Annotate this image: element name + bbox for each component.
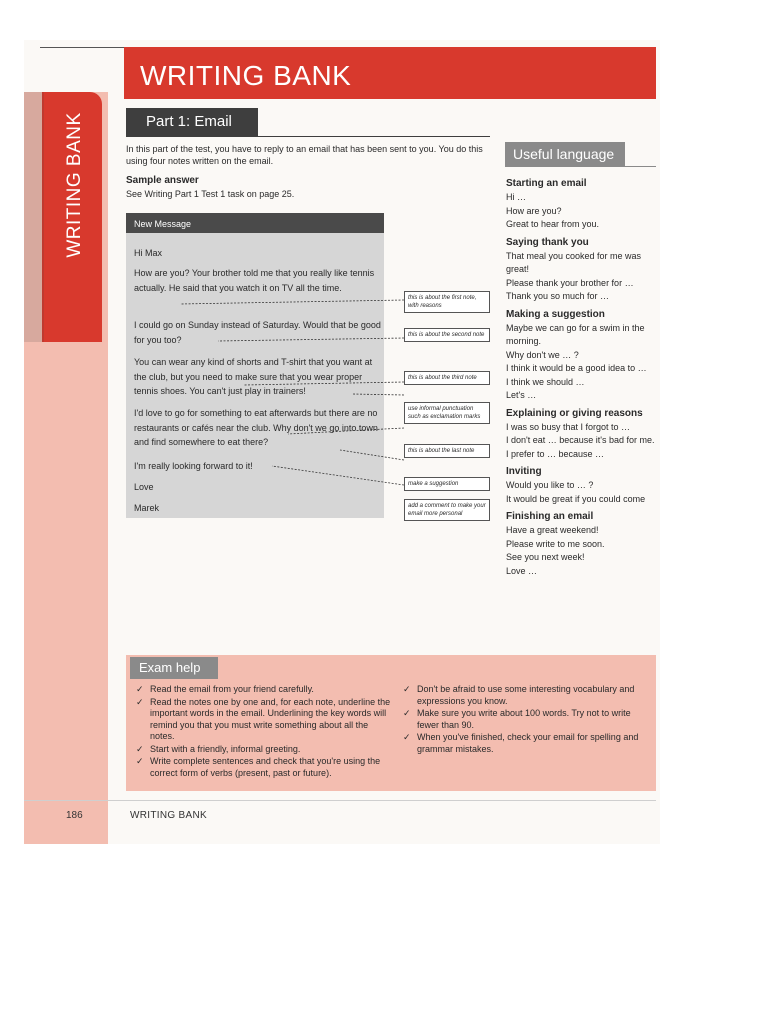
- phrase: Please write to me soon.: [506, 538, 605, 549]
- phrase: Have a great weekend!: [506, 525, 599, 535]
- section-title: Saying thank you: [506, 236, 589, 248]
- check-icon: ✓: [136, 743, 144, 754]
- tip-text: Write complete sentences and check that you're using the correct form of verbs (present, past or future).: [150, 756, 381, 778]
- phrase: Please thank your brother for …: [506, 277, 634, 288]
- phrase: How are you?: [506, 205, 562, 216]
- phrase: Why don't we … ?: [506, 349, 579, 360]
- email-title-bar: New Message: [126, 213, 384, 233]
- annotation-note: this is about the second note: [404, 328, 490, 342]
- annotation-arrow: [180, 300, 404, 304]
- email-paragraph: I could go on Sunday instead of Saturday. Would that be good for you too?: [134, 320, 381, 345]
- phrase: I don't eat … because it's bad for me.: [506, 435, 655, 445]
- annotation-arrow: [340, 450, 404, 460]
- check-icon: ✓: [403, 708, 411, 718]
- check-icon: ✓: [136, 684, 144, 694]
- annotation-note: use informal punctuation such as exclamation marks: [404, 402, 490, 424]
- sample-answer-heading: Sample answer: [126, 175, 199, 186]
- annotation-note: add a comment to make your email more personal: [404, 499, 490, 521]
- exam-help-right-column: [403, 684, 653, 756]
- annotation-note: this is about the first note, with reasons: [404, 291, 490, 313]
- tip-item: [403, 708, 653, 731]
- annotation-arrow: [352, 394, 404, 395]
- email-paragraph: I'd love to go for something to eat afterwards but there are no restaurants or cafés near the club. Why don't we go into town and find somewhere to eat there?: [134, 408, 378, 447]
- tip-item: [403, 684, 653, 707]
- phrase: Thank you so much for …: [506, 291, 610, 301]
- phrase: I think we should …: [506, 376, 585, 387]
- annotation-arrow: [288, 428, 404, 434]
- tip-text: Read the notes one by one and, for each note, underline the important words in the email. Underlining the key words will remind you that you must write something about all the notes.: [150, 696, 391, 741]
- phrase: I prefer to … because …: [506, 448, 605, 459]
- check-icon: ✓: [403, 732, 411, 742]
- tip-item: [136, 744, 392, 756]
- intro-text: In this part of the test, you have to reply to an email that has been sent to you. You do this using four notes written on the email.: [126, 144, 483, 166]
- footer-rule: [24, 800, 656, 801]
- phrase: Maybe we can go for a swim in the morning.: [506, 322, 645, 346]
- sample-answer-reference: See Writing Part 1 Test 1 task on page 25.: [126, 189, 295, 199]
- useful-language-list: [506, 173, 660, 578]
- section-title: Finishing an email: [506, 511, 594, 522]
- useful-language-heading: Useful language: [505, 142, 625, 166]
- check-icon: ✓: [136, 696, 144, 707]
- phrase: Love …: [506, 565, 538, 576]
- email-paragraph: I'm really looking forward to it!: [134, 461, 253, 471]
- page-number: 186: [66, 810, 83, 821]
- email-paragraph: You can wear any kind of shorts and T-shirt that you want at the club, but you need to make sure that you wear proper tennis shoes. You can't just play in trainers!: [134, 357, 373, 396]
- tip-item: [136, 684, 392, 696]
- tip-text: Read the email from your friend carefully.: [150, 684, 314, 694]
- tip-text: Don't be afraid to use some interesting vocabulary and expressions you know.: [417, 684, 635, 706]
- phrase: Hi …: [506, 192, 526, 202]
- phrase: That meal you cooked for me was great!: [506, 250, 642, 274]
- phrase: I think it would be a good idea to …: [506, 363, 647, 373]
- tip-item: [403, 732, 653, 755]
- phrase: Great to hear from you.: [506, 219, 600, 229]
- phrase: I was so busy that I forgot to …: [506, 421, 631, 432]
- phrase: Let's …: [506, 390, 537, 400]
- footer-label: WRITING BANK: [130, 810, 207, 821]
- useful-language-rule: [505, 166, 656, 167]
- email-paragraph: How are you? Your brother told me that you really like tennis actually. He said that you watch it on TV all the time.: [134, 268, 375, 293]
- annotation-note: make a suggestion: [404, 477, 490, 491]
- annotation-note: this is about the last note: [404, 444, 490, 458]
- exam-help-heading: Exam help: [130, 657, 218, 679]
- phrase: See you next week!: [506, 552, 585, 562]
- annotation-arrow: [218, 338, 404, 341]
- email-greeting: Hi Max: [134, 248, 163, 258]
- side-title: WRITING BANK: [64, 112, 85, 258]
- tip-item: [136, 697, 392, 743]
- tip-text: Start with a friendly, informal greeting.: [150, 743, 301, 754]
- section-title: Explaining or giving reasons: [506, 407, 643, 419]
- part-heading: Part 1: Email: [126, 108, 258, 136]
- tip-text: When you've finished, check your email for spelling and grammar mistakes.: [417, 732, 639, 754]
- section-title: Inviting: [506, 466, 542, 477]
- check-icon: ✓: [403, 684, 411, 694]
- check-icon: ✓: [136, 756, 144, 766]
- tip-item: [136, 756, 392, 779]
- annotation-arrow: [272, 466, 404, 485]
- page-title: WRITING BANK: [140, 60, 352, 91]
- tip-text: Make sure you write about 100 words. Try not to write fewer than 90.: [417, 708, 631, 730]
- email-signature: Marek: [134, 503, 160, 513]
- email-signoff: Love: [134, 482, 154, 492]
- section-title: Making a suggestion: [506, 308, 605, 320]
- phrase: It would be great if you could come: [506, 493, 646, 504]
- annotation-arrow: [244, 382, 404, 385]
- annotation-note: this is about the third note: [404, 371, 490, 385]
- phrase: Would you like to … ?: [506, 480, 594, 490]
- section-title: Starting an email: [506, 178, 587, 189]
- exam-help-left-column: [136, 684, 392, 780]
